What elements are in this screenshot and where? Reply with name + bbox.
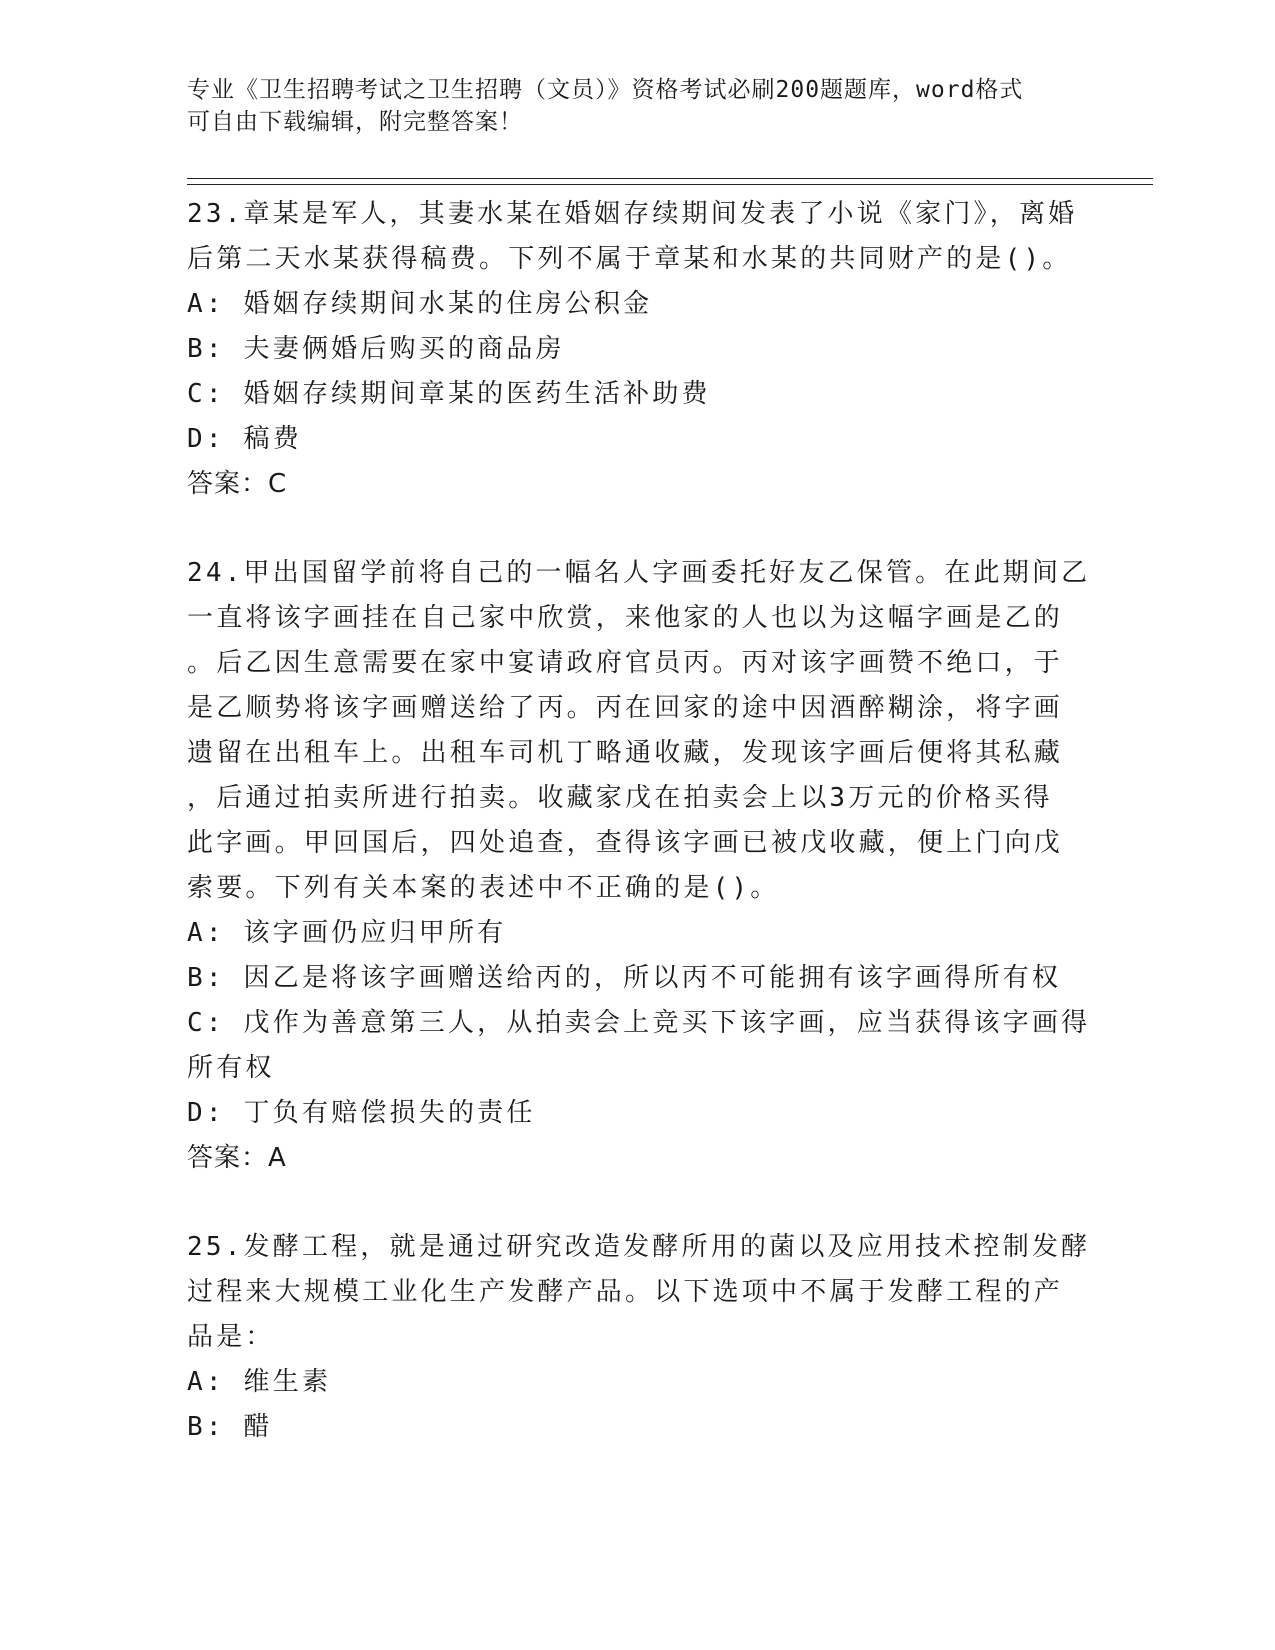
document-header: [187, 74, 1067, 138]
question-stem-line: ，后通过拍卖所进行拍卖。收藏家戊在拍卖会上以3万元的价格买得: [187, 783, 1053, 813]
question-stem-line: 遗留在出租车上。出租车司机丁略通收藏，发现该字画后便将其私藏: [187, 738, 1064, 768]
header-line: 专业《卫生招聘考试之卫生招聘（文员）》资格考试必刷200题题库，word格式: [187, 77, 1024, 103]
question-spacer: [187, 1181, 1087, 1225]
header-divider-top: [187, 178, 1153, 179]
question-stem-line: 后第二天水某获得稿费。下列不属于章某和水某的共同财产的是()。: [187, 244, 1072, 274]
question-spacer: [187, 507, 1087, 551]
option-a: A: 维生素: [187, 1367, 332, 1397]
option-c: C: 婚姻存续期间章某的医药生活补助费: [187, 379, 711, 409]
option-b: B: 醋: [187, 1412, 273, 1442]
option-c-continued: 所有权: [187, 1053, 275, 1083]
question-stem-line: 索要。下列有关本案的表述中不正确的是()。: [187, 873, 780, 903]
option-c: C: 戊作为善意第三人，从拍卖会上竞买下该字画，应当获得该字画得: [187, 1008, 1091, 1038]
question-stem-line: 。后乙因生意需要在家中宴请政府官员丙。丙对该字画赞不绝口，于: [187, 648, 1064, 678]
option-d: D: 稿费: [187, 424, 302, 454]
question-stem-line: 此字画。甲回国后，四处追查，查得该字画已被戊收藏，便上门向戊: [187, 828, 1064, 858]
answer-line: 答案：C: [187, 469, 288, 499]
question-stem-line: 23.章某是军人，其妻水某在婚姻存续期间发表了小说《家门》，离婚: [187, 199, 1078, 229]
question-25: [187, 1225, 1091, 1450]
header-line: 可自由下载编辑，附完整答案！: [187, 109, 523, 135]
question-stem-line: 过程来大规模工业化生产发酵产品。以下选项中不属于发酵工程的产: [187, 1277, 1064, 1307]
question-stem-line: 25.发酵工程，就是通过研究改造发酵所用的菌以及应用技术控制发酵: [187, 1232, 1091, 1262]
question-24: [187, 551, 1091, 1181]
question-stem-line: 24.甲出国留学前将自己的一幅名人字画委托好友乙保管。在此期间乙: [187, 558, 1091, 588]
header-divider-bottom: [187, 184, 1153, 185]
option-a: A: 婚姻存续期间水某的住房公积金: [187, 289, 653, 319]
option-a: A: 该字画仍应归甲所有: [187, 918, 507, 948]
question-list: [187, 192, 1091, 1450]
question-stem-line: 是乙顺势将该字画赠送给了丙。丙在回家的途中因酒醉糊涂，将字画: [187, 693, 1064, 723]
question-stem-line: 品是：: [187, 1322, 275, 1352]
option-d: D: 丁负有赔偿损失的责任: [187, 1098, 536, 1128]
question-23: [187, 192, 1087, 507]
option-b: B: 夫妻俩婚后购买的商品房: [187, 334, 565, 364]
option-b: B: 因乙是将该字画赠送给丙的，所以丙不可能拥有该字画得所有权: [187, 963, 1062, 993]
question-stem-line: 一直将该字画挂在自己家中欣赏，来他家的人也以为这幅字画是乙的: [187, 603, 1064, 633]
answer-line: 答案：A: [187, 1143, 287, 1173]
